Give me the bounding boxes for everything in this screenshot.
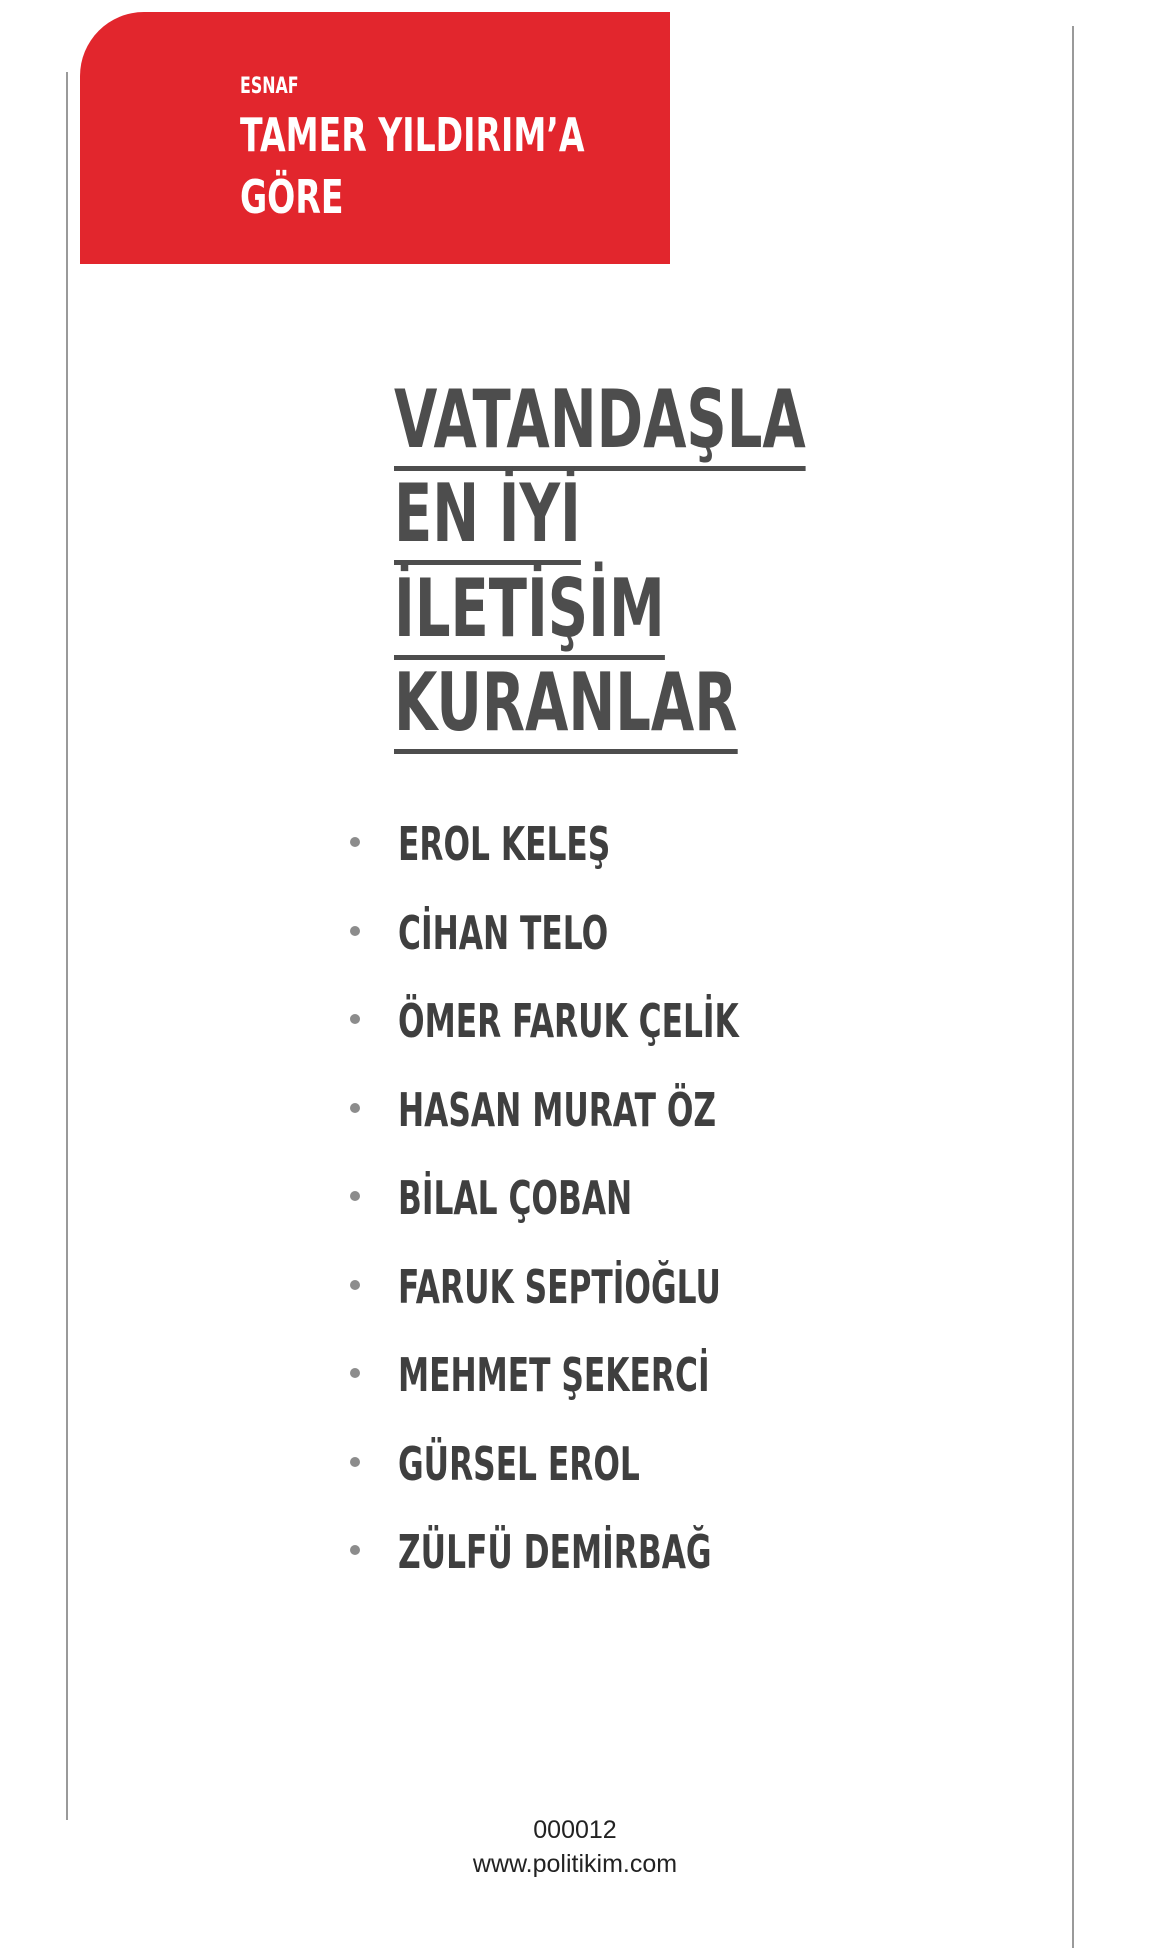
person-name: MEHMET ŞEKERCİ	[398, 1348, 710, 1402]
banner-title: TAMER YILDIRIM’A GÖRE	[240, 108, 585, 224]
list-item	[0, 906, 1150, 966]
bullet-icon	[350, 1103, 360, 1113]
bullet-icon	[350, 1368, 360, 1378]
list-item	[0, 1348, 1150, 1408]
bullet-icon	[350, 1191, 360, 1201]
bullet-icon	[350, 1280, 360, 1290]
list-item	[0, 1083, 1150, 1143]
headline-line-3: İLETİŞİM	[394, 569, 665, 660]
person-name: ZÜLFÜ DEMİRBAĞ	[398, 1525, 712, 1579]
person-name: BİLAL ÇOBAN	[398, 1171, 633, 1225]
headline-line-4: KURANLAR	[394, 663, 737, 754]
person-name: GÜRSEL EROL	[398, 1436, 640, 1491]
list-item	[0, 1171, 1150, 1231]
person-name: CİHAN TELO	[398, 905, 609, 960]
website-url: www.politikim.com	[472, 1850, 678, 1878]
bullet-icon	[350, 1545, 360, 1555]
person-name: FARUK SEPTİOĞLU	[398, 1259, 721, 1314]
list-item	[0, 1525, 1150, 1585]
bullet-icon	[350, 1014, 360, 1024]
person-name: EROL KELEŞ	[398, 817, 611, 871]
headline-line-2: EN İYİ	[394, 474, 581, 565]
right-margin-rule	[1072, 26, 1074, 1948]
bullet-icon	[350, 1457, 360, 1467]
bullet-icon	[350, 837, 360, 847]
list-item	[0, 994, 1150, 1054]
headline-line-1: VATANDAŞLA	[394, 380, 806, 471]
list-item	[0, 817, 1150, 877]
page-code: 000012	[533, 1816, 617, 1844]
person-name: HASAN MURAT ÖZ	[398, 1082, 717, 1137]
bullet-icon	[350, 926, 360, 936]
person-name: ÖMER FARUK ÇELİK	[398, 994, 739, 1048]
list-item	[0, 1437, 1150, 1497]
category-label: ESNAF	[240, 74, 299, 99]
list-item	[0, 1260, 1150, 1320]
